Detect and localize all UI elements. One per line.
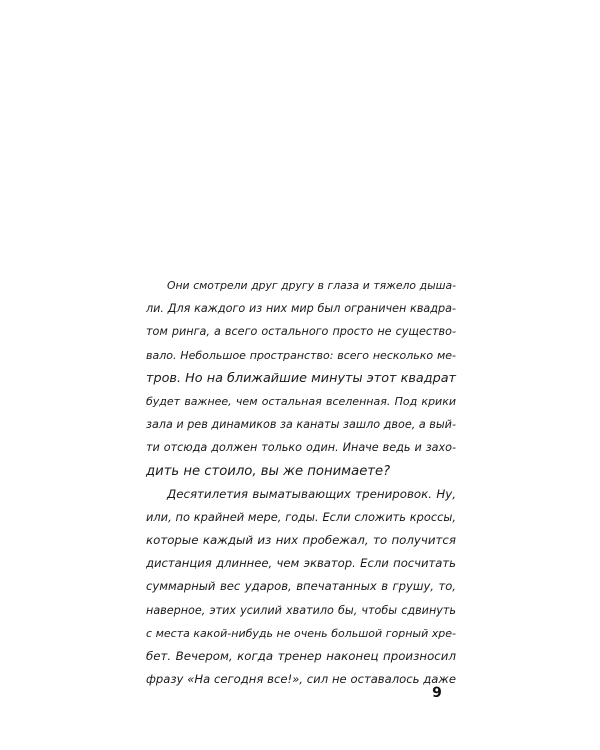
text-line: Десятилетия выматывающих тренировок. Ну, — [167, 486, 456, 501]
text-line: вало. Небольшое пространство: всего несколько ме- — [146, 348, 456, 362]
text-line: тров. Но на ближайшие минуты этот квадрат — [146, 370, 456, 386]
page-number: 9 — [432, 685, 442, 701]
text-line: зала и рев динамиков за канаты зашло двое, а вый- — [146, 418, 456, 432]
text-line: наверное, этих усилий хватило бы, чтобы сдвинуть — [146, 603, 456, 617]
text-line: фразу «На сегодня все!», сил не оставалось даже — [146, 672, 456, 687]
body-text — [146, 274, 456, 691]
text-line: будет важнее, чем остальная вселенная. Под крики — [146, 394, 456, 408]
text-line: или, по крайней мере, годы. Если сложить кроссы, — [146, 509, 456, 524]
text-line: дить не стоило, вы же понимаете? — [146, 463, 391, 479]
text-line: Они смотрели друг другу в глаза и тяжело дыша- — [167, 279, 456, 292]
text-line: ти отсюда должен только один. Иначе ведь и захо- — [146, 441, 456, 455]
text-line: том ринга, а всего остального просто не существо- — [146, 325, 456, 339]
text-line: бет. Вечером, когда тренер наконец произносил — [146, 649, 456, 663]
text-line: ли. Для каждого из них мир был ограничен квадра- — [146, 302, 456, 316]
text-line: с места какой-нибудь не очень большой горный хре- — [146, 626, 456, 640]
text-line: дистанция длиннее, чем экватор. Если посчитать — [146, 556, 456, 571]
text-line: которые каждый из них пробежал, то получится — [146, 533, 456, 548]
text-line: суммарный вес ударов, впечатанных в грушу, то, — [146, 579, 456, 594]
